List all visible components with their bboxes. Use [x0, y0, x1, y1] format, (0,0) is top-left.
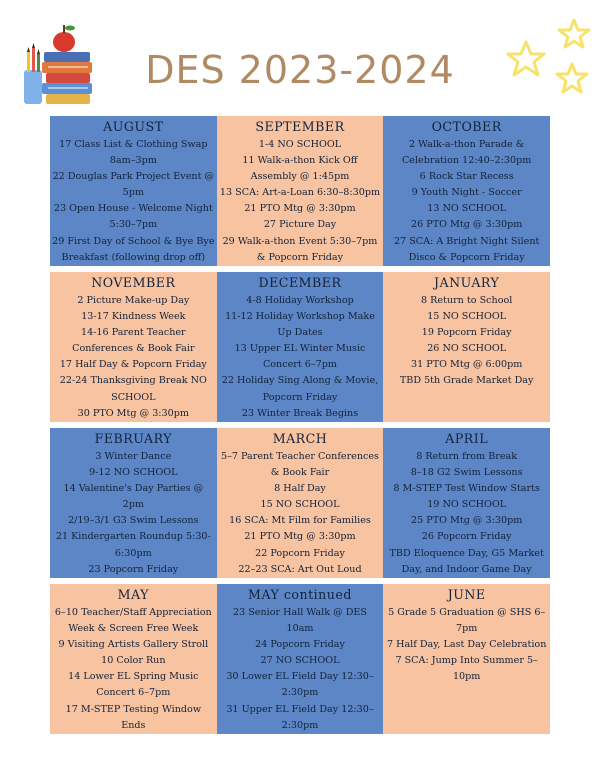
event-list: [385, 293, 548, 390]
event-list: [219, 293, 382, 422]
event-item: 23 Popcorn Friday: [88, 563, 179, 575]
month-january: [383, 272, 550, 422]
event-item: 13 SCA: Art-a-Loan 6:30–8:30pm: [219, 187, 381, 199]
event-item: 5 Grade 5 Graduation @ SHS 6–7pm: [388, 607, 546, 635]
event-item: 13 NO SCHOOL: [427, 203, 507, 215]
event-item: 1-4 NO SCHOOL: [258, 139, 342, 150]
event-item: 8 Return from Break: [416, 451, 518, 462]
month-october: [383, 116, 550, 266]
event-item: 2/19–3/1 G3 Swim Lessons: [68, 515, 199, 527]
event-item: 23 Open House - Welcome Night 5:30–7pm: [53, 203, 213, 231]
event-item: 19 NO SCHOOL: [427, 499, 507, 511]
event-item: 17 M-STEP Testing Window Ends: [65, 703, 202, 731]
month-august: [50, 116, 217, 266]
month-name: NOVEMBER: [91, 275, 176, 290]
event-item: 8–18 G2 Swim Lessons: [410, 467, 523, 479]
month-name: DECEMBER: [258, 275, 342, 290]
event-item: 7 Half Day, Last Day Celebration: [386, 639, 547, 651]
event-item: 17 Half Day & Popcorn Friday: [59, 359, 207, 371]
event-list: [219, 449, 382, 578]
event-item: 3 Winter Dance: [95, 451, 172, 462]
month-march: [217, 428, 384, 578]
event-item: 9 Visiting Artists Gallery Stroll: [58, 639, 209, 651]
event-list: [219, 605, 382, 734]
month-name: MAY continued: [248, 587, 352, 602]
event-item: 21 PTO Mtg @ 3:30pm: [244, 203, 356, 215]
month-name: MAY: [117, 587, 149, 602]
event-list: [52, 449, 215, 578]
event-item: 23 Winter Break Begins: [241, 407, 359, 419]
event-item: 30 Lower EL Field Day 12:30–2:30pm: [226, 671, 374, 699]
event-item: 31 Upper EL Field Day 12:30–2:30pm: [226, 703, 374, 731]
event-item: 11 Walk-a-thon Kick Off Assembly @ 1:45pm: [242, 155, 358, 183]
event-item: TBD Eloquence Day, G5 Market Day, and Indoor Game Day: [389, 547, 544, 575]
event-item: 14 Valentine's Day Parties @ 2pm: [63, 483, 204, 511]
event-list: [385, 449, 548, 578]
month-may-continued: [217, 584, 384, 734]
event-item: 14-16 Parent Teacher Conferences & Book Fair: [72, 327, 195, 355]
event-item: 15 NO SCHOOL: [260, 499, 340, 511]
event-item: 26 PTO Mtg @ 3:30pm: [411, 219, 523, 231]
event-item: 2 Walk-a-thon Parade & Celebration 12:40–2:30pm: [401, 139, 532, 167]
event-item: 9 Youth Night - Soccer: [411, 187, 522, 199]
event-item: 8 Half Day: [274, 483, 326, 495]
event-list: [52, 293, 215, 422]
month-name: JUNE: [447, 587, 486, 602]
event-item: 22 Douglas Park Project Event @ 5pm: [52, 171, 215, 199]
event-item: 24 Popcorn Friday: [255, 639, 345, 651]
event-item: 21 PTO Mtg @ 3:30pm: [244, 531, 356, 543]
month-april: [383, 428, 550, 578]
month-may: [50, 584, 217, 734]
month-september: [217, 116, 384, 266]
calendar-grid: [50, 116, 550, 732]
event-item: 8 M-STEP Test Window Starts: [393, 483, 540, 495]
event-item: 17 Class List & Clothing Swap 8am–3pm: [59, 139, 208, 167]
event-item: 21 Kindergarten Roundup 5:30-6:30pm: [55, 531, 211, 559]
month-name: FEBRUARY: [94, 431, 173, 446]
event-item: 27 NO SCHOOL: [260, 655, 340, 667]
event-item: 29 First Day of School & Bye Bye Breakfast (following drop off): [52, 235, 215, 263]
event-list: [385, 605, 548, 685]
event-item: 14 Lower EL Spring Music Concert 6–7pm: [68, 671, 199, 699]
month-name: AUGUST: [103, 119, 164, 134]
event-item: 13 Upper EL Winter Music Concert 6–7pm: [234, 343, 366, 371]
event-item: 8 Return to School: [421, 295, 513, 306]
event-item: 26 NO SCHOOL: [427, 343, 507, 355]
event-item: 6 Rock Star Recess: [419, 171, 514, 183]
month-name: JANUARY: [433, 275, 500, 290]
event-item: 11-12 Holiday Workshop Make Up Dates: [225, 311, 375, 339]
event-item: 15 NO SCHOOL: [427, 311, 507, 323]
event-item: 13-17 Kindness Week: [81, 311, 186, 323]
event-item: 4-8 Holiday Workshop: [246, 295, 354, 306]
event-item: 25 PTO Mtg @ 3:30pm: [411, 515, 523, 527]
event-item: 5–7 Parent Teacher Conferences & Book Fair: [220, 451, 379, 479]
event-list: [219, 137, 382, 266]
event-item: TBD 5th Grade Market Day: [399, 375, 534, 387]
event-item: 7 SCA: Jump Into Summer 5–10pm: [395, 655, 538, 683]
event-item: 9-12 NO SCHOOL: [89, 467, 178, 479]
month-name: OCTOBER: [431, 119, 502, 134]
event-item: 31 PTO Mtg @ 6:00pm: [411, 359, 523, 371]
month-name: APRIL: [445, 431, 489, 446]
event-item: 22 Popcorn Friday: [255, 547, 345, 559]
page-title: DES 2023-2024: [145, 48, 455, 92]
month-name: SEPTEMBER: [255, 119, 345, 134]
event-item: 19 Popcorn Friday: [421, 327, 512, 339]
event-item: 16 SCA: Mt Film for Families: [229, 515, 371, 527]
event-list: [52, 605, 215, 734]
month-february: [50, 428, 217, 578]
month-november: [50, 272, 217, 422]
event-item: 2 Picture Make-up Day: [77, 295, 190, 306]
month-december: [217, 272, 384, 422]
event-item: 22-24 Thanksgiving Break NO SCHOOL: [59, 375, 207, 403]
event-item: 22–23 SCA: Art Out Loud: [238, 563, 362, 575]
event-item: 29 Walk-a-thon Event 5:30–7pm & Popcorn Friday: [222, 235, 378, 263]
event-list: [385, 137, 548, 266]
event-item: 10 Color Run: [101, 655, 166, 667]
month-name: MARCH: [272, 431, 328, 446]
event-item: 27 Picture Day: [263, 219, 337, 231]
event-list: [52, 137, 215, 266]
event-item: 23 Senior Hall Walk @ DES 10am: [232, 607, 367, 635]
event-item: 30 PTO Mtg @ 3:30pm: [77, 407, 189, 419]
event-item: 27 SCA: A Bright Night Silent Disco & Popcorn Friday: [393, 235, 540, 263]
event-item: 26 Popcorn Friday: [421, 531, 512, 543]
month-june: [383, 584, 550, 734]
event-item: 22 Holiday Sing Along & Movie, Popcorn Friday: [221, 375, 379, 403]
event-item: 6–10 Teacher/Staff Appreciation Week & Screen Free Week: [54, 607, 212, 635]
